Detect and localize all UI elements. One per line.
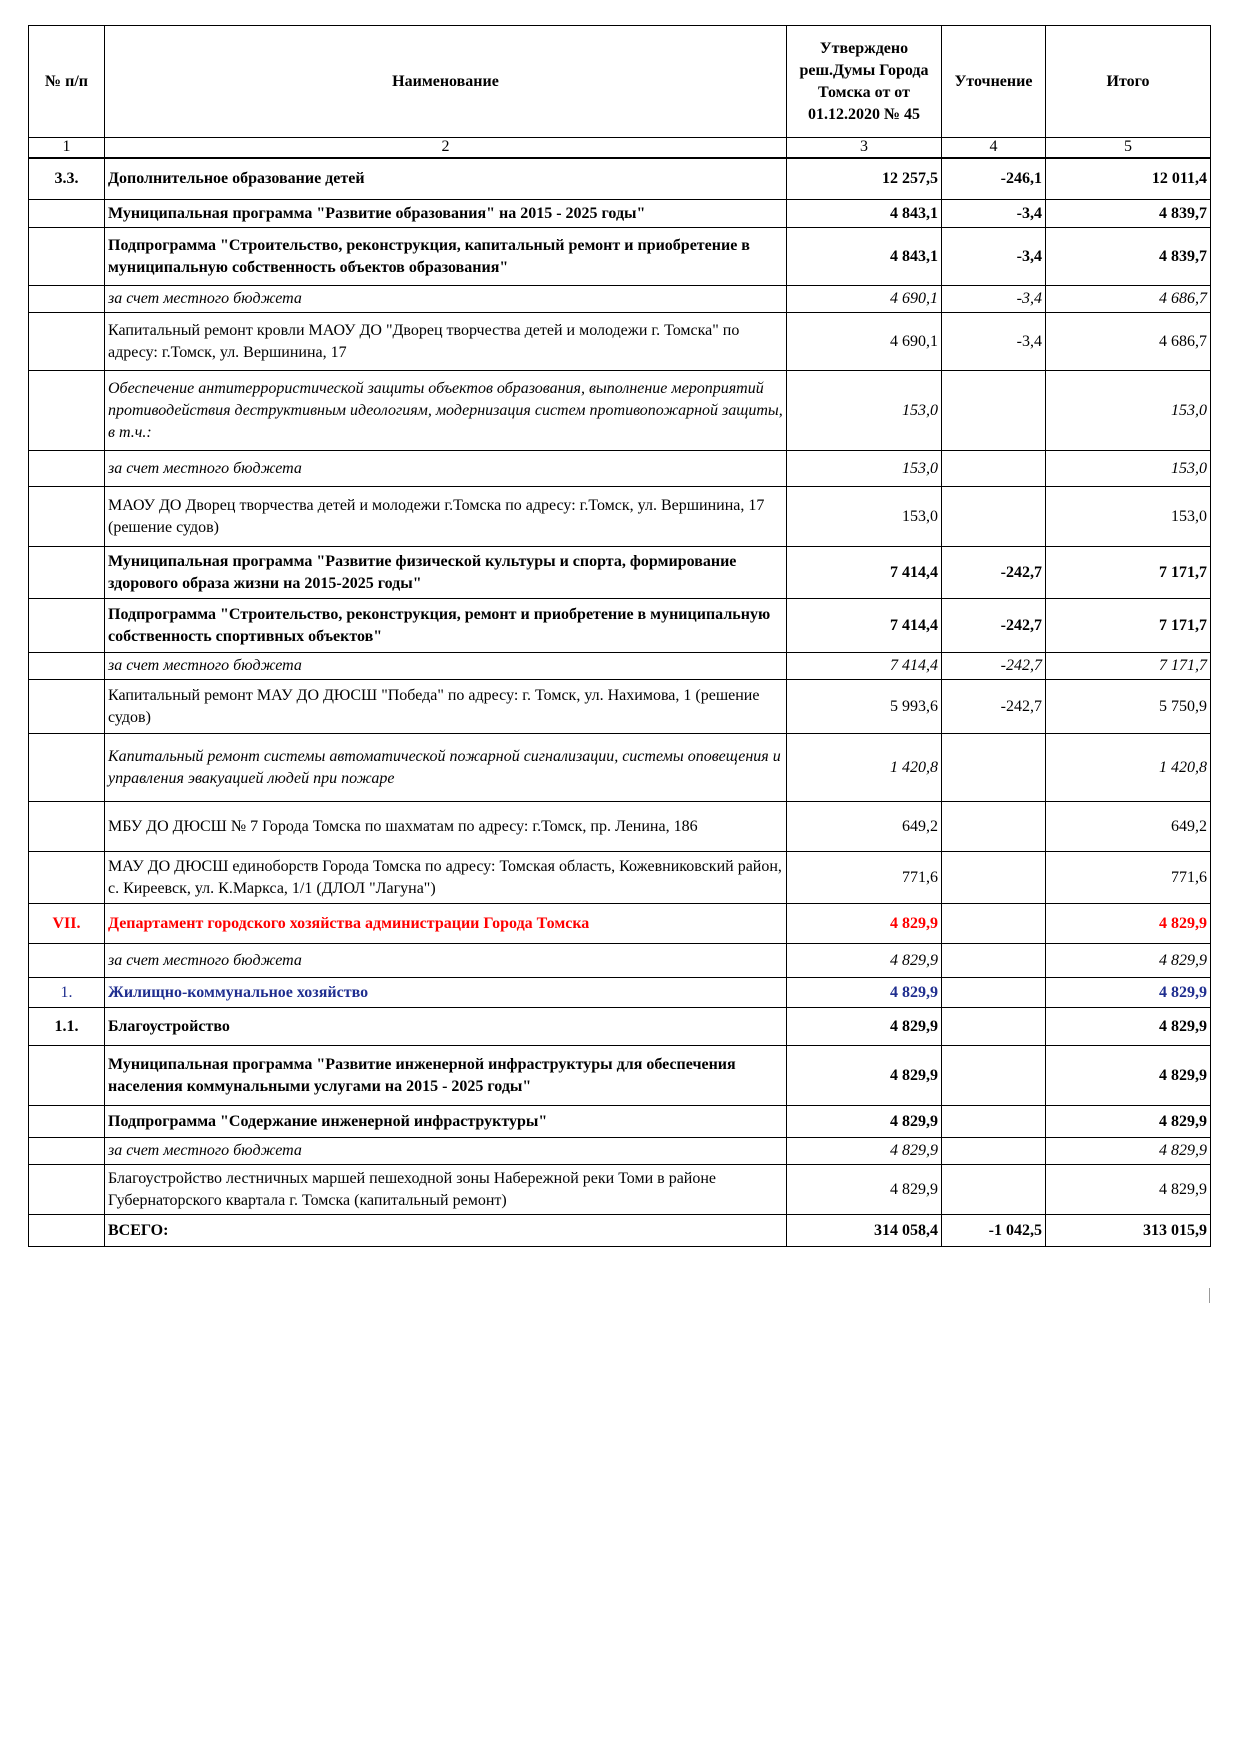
row-total: 4 829,9 <box>1046 1138 1211 1165</box>
column-number: 5 <box>1046 138 1211 158</box>
row-clarification <box>942 1165 1046 1215</box>
row-num <box>29 200 105 228</box>
table-row <box>29 1165 1211 1215</box>
row-total: 7 171,7 <box>1046 547 1211 599</box>
row-total: 4 829,9 <box>1046 1008 1211 1046</box>
row-approved: 153,0 <box>787 451 942 487</box>
row-clarification <box>942 371 1046 451</box>
row-name: за счет местного бюджета <box>105 451 787 487</box>
column-number: 4 <box>942 138 1046 158</box>
row-approved: 4 829,9 <box>787 1138 942 1165</box>
row-approved: 153,0 <box>787 371 942 451</box>
table-row <box>29 944 1211 978</box>
row-name: Департамент городского хозяйства администрации Города Томска <box>105 904 787 944</box>
column-number: 3 <box>787 138 942 158</box>
row-approved: 314 058,4 <box>787 1215 942 1247</box>
table-row <box>29 852 1211 904</box>
row-name: Подпрограмма "Строительство, реконструкция, ремонт и приобретение в муниципальную собственность спортивных объектов" <box>105 599 787 653</box>
row-clarification <box>942 852 1046 904</box>
row-num <box>29 286 105 313</box>
row-approved: 4 829,9 <box>787 1046 942 1106</box>
row-name: Капитальный ремонт МАУ ДО ДЮСШ "Победа" по адресу: г. Томск, ул. Нахимова, 1 (решение судов) <box>105 680 787 734</box>
row-name: Подпрограмма "Содержание инженерной инфраструктуры" <box>105 1106 787 1138</box>
row-total: 12 011,4 <box>1046 158 1211 200</box>
row-approved: 153,0 <box>787 487 942 547</box>
row-total: 1 420,8 <box>1046 734 1211 802</box>
table-row <box>29 1138 1211 1165</box>
row-approved: 4 829,9 <box>787 944 942 978</box>
row-num <box>29 451 105 487</box>
row-total: 4 829,9 <box>1046 978 1211 1008</box>
row-total: 153,0 <box>1046 487 1211 547</box>
row-name: Благоустройство лестничных маршей пешеходной зоны Набережной реки Томи в районе Губернаторского квартала г. Томска (капитальный ремонт) <box>105 1165 787 1215</box>
header-total: Итого <box>1046 26 1211 138</box>
row-num <box>29 802 105 852</box>
row-num: 3.3. <box>29 158 105 200</box>
row-clarification: -242,7 <box>942 680 1046 734</box>
row-name: Муниципальная программа "Развитие физической культуры и спорта, формирование здорового образа жизни на 2015-2025 годы" <box>105 547 787 599</box>
row-approved: 7 414,4 <box>787 547 942 599</box>
header-clarification: Уточнение <box>942 26 1046 138</box>
table-row <box>29 599 1211 653</box>
row-clarification: -3,4 <box>942 228 1046 286</box>
row-clarification <box>942 1008 1046 1046</box>
row-approved: 1 420,8 <box>787 734 942 802</box>
row-approved: 4 843,1 <box>787 200 942 228</box>
row-clarification: -1 042,5 <box>942 1215 1046 1247</box>
row-total: 7 171,7 <box>1046 653 1211 680</box>
column-number: 2 <box>105 138 787 158</box>
row-clarification: -242,7 <box>942 653 1046 680</box>
row-approved: 4 829,9 <box>787 1106 942 1138</box>
row-num <box>29 1138 105 1165</box>
row-clarification: -242,7 <box>942 547 1046 599</box>
row-name: Дополнительное образование детей <box>105 158 787 200</box>
row-total: 153,0 <box>1046 371 1211 451</box>
row-approved: 4 690,1 <box>787 313 942 371</box>
table-row <box>29 547 1211 599</box>
header-approved: Утверждено реш.Думы Города Томска от от 01.12.2020 № 45 <box>787 26 942 138</box>
row-num <box>29 852 105 904</box>
row-num <box>29 944 105 978</box>
row-name: Обеспечение антитеррористической защиты объектов образования, выполнение мероприятий противодействия деструктивным идеологиям, модернизация систем противопожарной защиты, в т.ч.: <box>105 371 787 451</box>
row-total: 4 829,9 <box>1046 1106 1211 1138</box>
table-row <box>29 200 1211 228</box>
row-num: 1.1. <box>29 1008 105 1046</box>
row-clarification <box>942 487 1046 547</box>
row-clarification: -242,7 <box>942 599 1046 653</box>
row-total: 4 829,9 <box>1046 904 1211 944</box>
row-clarification <box>942 451 1046 487</box>
row-approved: 5 993,6 <box>787 680 942 734</box>
row-clarification <box>942 978 1046 1008</box>
table-row <box>29 1008 1211 1046</box>
row-total: 649,2 <box>1046 802 1211 852</box>
header-name: Наименование <box>105 26 787 138</box>
row-name: Муниципальная программа "Развитие инженерной инфраструктуры для обеспечения населения коммунальными услугами на 2015 - 2025 годы" <box>105 1046 787 1106</box>
table-row <box>29 313 1211 371</box>
table-row <box>29 286 1211 313</box>
row-total: 313 015,9 <box>1046 1215 1211 1247</box>
row-total: 7 171,7 <box>1046 599 1211 653</box>
row-clarification: -3,4 <box>942 286 1046 313</box>
table-row <box>29 1106 1211 1138</box>
row-name: Муниципальная программа "Развитие образования" на 2015 - 2025 годы" <box>105 200 787 228</box>
row-approved: 4 843,1 <box>787 228 942 286</box>
table-row <box>29 653 1211 680</box>
row-name: Капитальный ремонт системы автоматической пожарной сигнализации, системы оповещения и управления эвакуацией людей при пожаре <box>105 734 787 802</box>
table-row <box>29 978 1211 1008</box>
table-row <box>29 802 1211 852</box>
row-clarification <box>942 734 1046 802</box>
row-total: 4 686,7 <box>1046 286 1211 313</box>
row-name: ВСЕГО: <box>105 1215 787 1247</box>
row-num <box>29 547 105 599</box>
row-total: 771,6 <box>1046 852 1211 904</box>
row-approved: 4 829,9 <box>787 904 942 944</box>
row-num <box>29 1165 105 1215</box>
row-total: 153,0 <box>1046 451 1211 487</box>
row-clarification <box>942 1138 1046 1165</box>
table-row <box>29 487 1211 547</box>
row-clarification <box>942 1046 1046 1106</box>
table-row <box>29 371 1211 451</box>
header-num: № п/п <box>29 26 105 138</box>
row-name: за счет местного бюджета <box>105 653 787 680</box>
table-row <box>29 1046 1211 1106</box>
row-num <box>29 1215 105 1247</box>
row-approved: 7 414,4 <box>787 653 942 680</box>
table-row <box>29 158 1211 200</box>
table-row <box>29 680 1211 734</box>
row-total: 5 750,9 <box>1046 680 1211 734</box>
row-approved: 4 690,1 <box>787 286 942 313</box>
table-row <box>29 734 1211 802</box>
table-header-row <box>29 26 1211 138</box>
row-name: МАУ ДО ДЮСШ единоборств Города Томска по адресу: Томская область, Кожевниковский район, с. Киреевск, ул. К.Маркса, 1/1 (ДЛОЛ "Лагуна") <box>105 852 787 904</box>
row-approved: 771,6 <box>787 852 942 904</box>
row-num <box>29 680 105 734</box>
row-num <box>29 1106 105 1138</box>
row-clarification <box>942 904 1046 944</box>
column-number: 1 <box>29 138 105 158</box>
row-total: 4 686,7 <box>1046 313 1211 371</box>
row-total: 4 839,7 <box>1046 200 1211 228</box>
row-total: 4 829,9 <box>1046 1046 1211 1106</box>
budget-table <box>28 25 1211 1247</box>
row-approved: 4 829,9 <box>787 978 942 1008</box>
row-name: Благоустройство <box>105 1008 787 1046</box>
page-edge-mark <box>1209 1288 1210 1303</box>
row-name: Капитальный ремонт кровли МАОУ ДО "Дворец творчества детей и молодежи г. Томска" по адресу: г.Томск, ул. Вершинина, 17 <box>105 313 787 371</box>
row-approved: 4 829,9 <box>787 1165 942 1215</box>
row-name: МАОУ ДО Дворец творчества детей и молодежи г.Томска по адресу: г.Томск, ул. Вершинина, 17 (решение судов) <box>105 487 787 547</box>
row-num: 1. <box>29 978 105 1008</box>
table-row <box>29 904 1211 944</box>
row-name: Подпрограмма "Строительство, реконструкция, капитальный ремонт и приобретение в муниципальную собственность объектов образования" <box>105 228 787 286</box>
row-total: 4 829,9 <box>1046 944 1211 978</box>
row-clarification <box>942 1106 1046 1138</box>
row-total: 4 839,7 <box>1046 228 1211 286</box>
row-num <box>29 734 105 802</box>
row-clarification: -246,1 <box>942 158 1046 200</box>
row-name: МБУ ДО ДЮСШ № 7 Города Томска по шахматам по адресу: г.Томск, пр. Ленина, 186 <box>105 802 787 852</box>
row-clarification <box>942 802 1046 852</box>
row-name: за счет местного бюджета <box>105 1138 787 1165</box>
row-num: VII. <box>29 904 105 944</box>
row-clarification: -3,4 <box>942 200 1046 228</box>
row-approved: 4 829,9 <box>787 1008 942 1046</box>
row-num <box>29 313 105 371</box>
row-clarification: -3,4 <box>942 313 1046 371</box>
row-num <box>29 653 105 680</box>
row-approved: 12 257,5 <box>787 158 942 200</box>
table-row <box>29 451 1211 487</box>
row-total: 4 829,9 <box>1046 1165 1211 1215</box>
row-num <box>29 487 105 547</box>
row-clarification <box>942 944 1046 978</box>
table-row <box>29 1215 1211 1247</box>
row-num <box>29 371 105 451</box>
row-num <box>29 228 105 286</box>
row-num <box>29 1046 105 1106</box>
column-number-row <box>29 138 1211 158</box>
row-name: за счет местного бюджета <box>105 286 787 313</box>
row-name: за счет местного бюджета <box>105 944 787 978</box>
table-row <box>29 228 1211 286</box>
row-name: Жилищно-коммунальное хозяйство <box>105 978 787 1008</box>
row-num <box>29 599 105 653</box>
row-approved: 7 414,4 <box>787 599 942 653</box>
row-approved: 649,2 <box>787 802 942 852</box>
